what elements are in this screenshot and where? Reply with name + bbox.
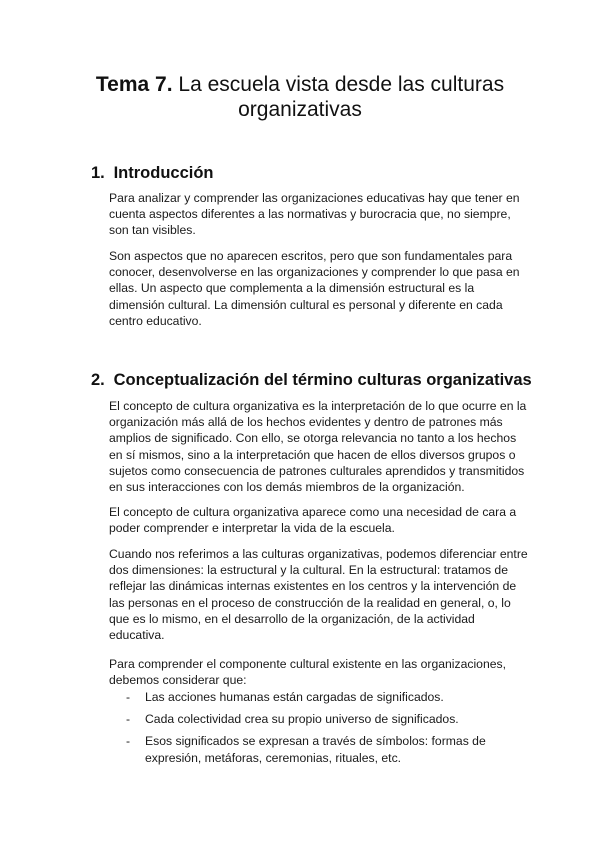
paragraph: Son aspectos que no aparecen escritos, pero que son fundamentales para conocer, desenvolverse en las organizaciones y comprender lo que pasa en ellas. Un aspecto que complementa a la dimensión estructural es la dimensión cultural. La dimensión cultural es personal y diferente en cada centro educativo.: [109, 249, 520, 328]
section-heading-introduccion: [91, 163, 214, 183]
list-item: [109, 689, 529, 705]
list-item-text: Esos significados se expresan a través de símbolos: formas de expresión, metáforas, ceremonias, rituales, etc.: [145, 734, 486, 765]
bullet-dash: -: [126, 690, 131, 704]
section-heading-conceptualizacion: [91, 370, 532, 390]
section-heading-text: Introducción: [113, 164, 214, 182]
paragraph: El concepto de cultura organizativa aparece como una necesidad de cara a poder comprender e interpretar la vida de la escuela.: [109, 505, 517, 536]
page-title: [60, 72, 540, 122]
list-item-text: Cada colectividad crea su propio universo de significados.: [145, 712, 459, 727]
list-item: [109, 711, 529, 727]
title-number: Tema 7.: [95, 73, 173, 96]
paragraph: Cuando nos referimos a las culturas organizativas, podemos diferenciar entre dos dimensiones: la estructural y la cultural. En la estructural: tratamos de reflejar las dinámicas internas existentes en los centros y la intervención de las personas en el proceso de construcción de la realidad en general, o, lo que es lo mismo, en el desarrollo de la organización, de la actividad educativa.: [109, 547, 528, 643]
title-text: La escuela vista desde las culturas organizativas: [172, 73, 505, 121]
bullet-dash: -: [126, 712, 131, 727]
paragraph: Para comprender el componente cultural existente en las organizaciones, debemos considerar que:: [109, 657, 506, 688]
section-number: 2.: [91, 371, 105, 389]
bullet-dash: -: [126, 734, 131, 749]
section-number: 1.: [91, 164, 105, 182]
paragraph: El concepto de cultura organizativa es la interpretación de lo que ocurre en la organización más allá de los hechos evidentes y dentro de patrones más amplios de significado. Con ello, se otorga relevancia no tanto a los hechos en sí mismos, sino a la interpretación que hacen de ellos diversos grupos o sujetos como consecuencia de patrones culturales aprendidos y transmitidos en sus interacciones con los demás miembros de la organización.: [109, 399, 527, 495]
bullet-list: [109, 689, 529, 772]
list-item: [109, 733, 529, 765]
list-item-text: Las acciones humanas están cargadas de significados.: [145, 690, 444, 704]
paragraph: Para analizar y comprender las organizaciones educativas hay que tener en cuenta aspectos diferentes a las normativas y burocracia que, no siempre, son tan visibles.: [109, 191, 520, 238]
section-heading-text: Conceptualización del término culturas organizativas: [113, 371, 532, 389]
